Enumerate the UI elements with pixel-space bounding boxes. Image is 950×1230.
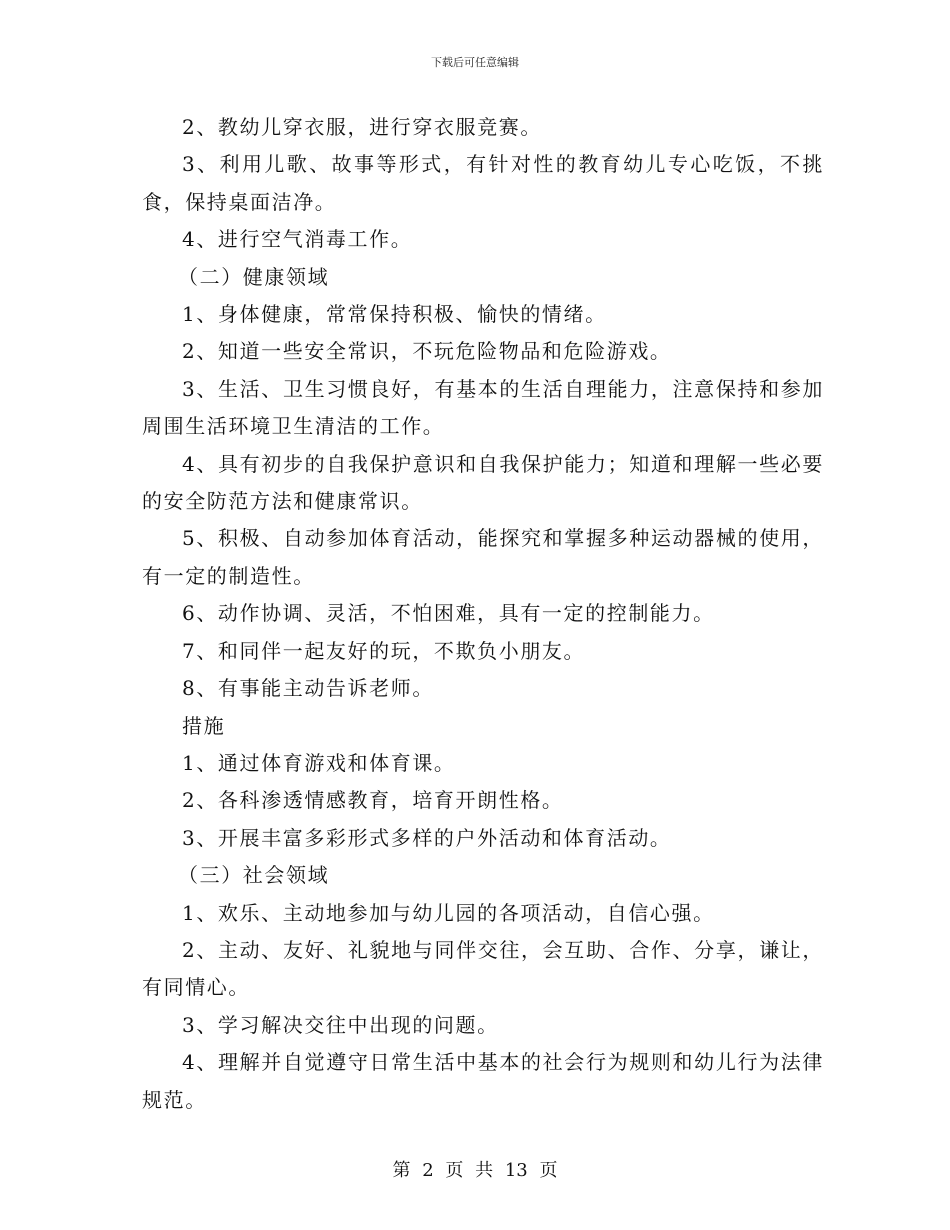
section-heading: （二）健康领域 <box>178 264 330 289</box>
paragraph: 7、和同伴一起友好的玩，不欺负小朋友。 <box>182 638 586 663</box>
page-footer: 第 2 页 共 13 页 <box>392 1160 558 1181</box>
paragraph: 6、动作协调、灵活，不怕困难，具有一定的控制能力。 <box>182 601 715 626</box>
paragraph: 1、欢乐、主动地参加与幼儿园的各项活动，自信心强。 <box>182 900 715 925</box>
paragraph: 1、通过体育游戏和体育课。 <box>182 750 456 775</box>
paragraph: 2、各科渗透情感教育，培育开朗性格。 <box>182 788 564 813</box>
paragraph: 4、理解并自觉遵守日常生活中基本的社会行为规则和幼儿行为法律规范。 <box>142 1050 824 1112</box>
paragraph: 1、身体健康，常常保持积极、愉快的情绪。 <box>182 302 607 327</box>
paragraph: 2、教幼儿穿衣服，进行穿衣服竞赛。 <box>182 115 542 139</box>
header-note: 下载后可任意编辑 <box>431 56 519 69</box>
paragraph: 3、开展丰富多彩形式多样的户外活动和体育活动。 <box>182 825 672 850</box>
paragraph: 4、具有初步的自我保护意识和自我保护能力；知道和理解一些必要的安全防范方法和健康常识。 <box>142 451 824 514</box>
paragraph: 2、主动、友好、礼貌地与同伴交往，会互助、合作、分享，谦让，有同情心。 <box>142 937 824 1000</box>
paragraph: 3、学习解决交往中出现的问题。 <box>182 1012 499 1037</box>
document-body <box>142 109 824 1119</box>
paragraph: 3、生活、卫生习惯良好，有基本的生活自理能力，注意保持和参加周围生活环境卫生清洁的工作。 <box>142 376 824 439</box>
paragraph: 8、有事能主动告诉老师。 <box>182 676 434 701</box>
measures-label: 措施 <box>182 713 226 738</box>
paragraph: 4、进行空气消毒工作。 <box>182 227 413 252</box>
section-heading: （三）社会领域 <box>178 863 330 888</box>
paragraph: 3、利用儿歌、故事等形式，有针对性的教育幼儿专心吃饭，不挑食，保持桌面洁净。 <box>142 152 824 214</box>
paragraph: 5、积极、自动参加体育活动，能探究和掌握多种运动器械的使用，有一定的制造性。 <box>142 526 824 588</box>
paragraph: 2、知道一些安全常识，不玩危险物品和危险游戏。 <box>182 339 672 364</box>
